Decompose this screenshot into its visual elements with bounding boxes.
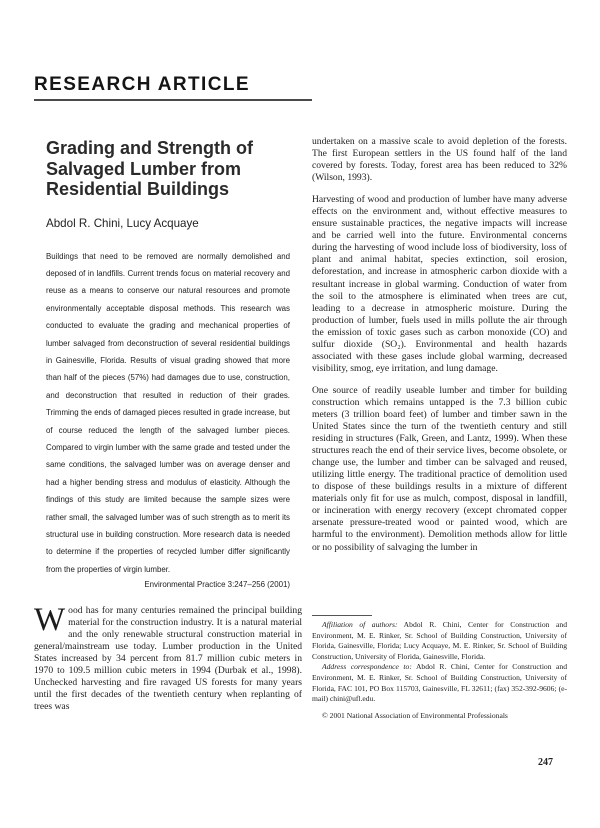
footnotes <box>312 620 567 721</box>
left-column <box>46 138 290 589</box>
affiliation-label: Affiliation of authors: <box>322 620 398 629</box>
intro-text: ood has for many centuries remained the principal building material for the construction industry. It is a natural material and the only renewable structural construction material in general/mainstream use today. Lumber production in the United States increased by 34 percent from 81.7 million cubic meters in 1970 to 109.5 million cubic meters in 1994 (Durbak et al., 1998). Unchecked harvesting and fire ravaged US forests for many years until the first decades of the twentieth century when replanting of trees was <box>34 605 302 713</box>
correspondence-label: Address correspondence to: <box>322 662 412 672</box>
footnote-rule <box>312 615 372 616</box>
drop-cap: W <box>34 602 66 638</box>
intro-paragraph <box>34 602 302 713</box>
affiliation-note <box>312 620 567 662</box>
affiliation-text: Abdol R. Chini, Center for Construction and Environment, M. E. Rinker, Sr. School of Building Construction, University of Florida, Gainesville, Florida; Lucy Acquaye, M. E. Rinker, Sr. School of Building Construction, University of Florida, Gainesville, Florida. <box>312 620 567 661</box>
journal-citation: Environmental Practice 3:247–256 (2001) <box>144 580 290 590</box>
header-rule <box>34 99 312 101</box>
right-column <box>312 136 567 564</box>
correspondence-text: Abdol R. Chini, Center for Construction and Environment, M. E. Rinker, Sr. School of Building Construction, University of Florida, FAC 101, PO Box 115703, Gainesville, FL 32611; (fax) 352-392-9606; (e-mail) chini@ufl.edu. <box>312 662 568 704</box>
correspondence-note <box>312 662 567 704</box>
article-title: Grading and Strength of Salvaged Lumber from Residential Buildings <box>46 138 253 199</box>
article-authors: Abdol R. Chini, Lucy Acquaye <box>46 216 199 230</box>
page-number: 247 <box>538 757 553 768</box>
section-label: RESEARCH ARTICLE <box>34 74 250 95</box>
body-paragraph: One source of readily useable lumber and timber for building construction which remains untapped is the 7.3 billion cubic meters (3 trillion board feet) of lumber and timber sawn in the United States since the turn of the twentieth century and still residing in structures (Falk, Green, and Lantz, 1999). When these structures reach the end of their service lives, become obsolete, or change use, the lumber and timber can be salvaged and reused, utilizing little energy. The traditional practice of demolition used to dispose of these buildings results in a mixture of different materials only fit for use as mulch, compost, disposal in landfill, or incineration with energy recovery (except chromated copper arsenate pressure-treated wood or painted wood, which are harmful to the environment). Demolition methods allow for little or no possibility of salvaging the lumber in <box>312 384 567 553</box>
body-paragraph: undertaken on a massive scale to avoid depletion of the forests. The first European settlers in the US found half of the land covered by forests. Today, forest area has been reduced to 32% (Wilson, 1993). <box>312 136 567 184</box>
abstract: Buildings that need to be removed are normally demolished and deposed of in landfills. Current trends focus on material recovery and reuse as a means to conserve our natural resources and promote environmentally acceptable disposal methods. This research was conducted to evaluate the grading and mechanical properties of lumber salvaged from deconstruction of several residential buildings in Gainesville, Florida. Results of visual grading showed that more than half of the pieces (57%) had damages due to use, construction, and deconstruction that resulted in reduction of their grades. Trimming the ends of damaged pieces resulted in grade increase, but of course reduced the length of the salvaged lumber pieces. Compared to virgin lumber with the same grade and tested under the same conditions, the salvaged lumber was on average denser and had a higher bending stress and modulus of elasticity. Although the findings of this study are limited because the sample sizes were rather small, the salvaged lumber was of such strength as to merit its structural use in building construction. More research data is needed to determine if the properties of recycled lumber differ significantly from the properties of virgin lumber. <box>46 251 290 574</box>
body-paragraph: Harvesting of wood and production of lumber have many adverse effects on the environment and, without effective measures to ensure sustainable practices, the negative impacts will increase and be carried well into the future. Environmental concerns during the harvesting of wood include loss of biodiversity, loss of plant and animal habitat, species extinction, soil erosion, deforestation, and increase in atmospheric carbon dioxide with a resultant increase in global warming. Conduction of water from the soil to the atmosphere is eliminated when trees are cut, leading to a decrease in atmospheric moisture. During the production of lumber, fuels used in mills pollute the air through the emission of toxic gases such as carbon monoxide (CO) and sulfur dioxide (SO₂). Environmental and health hazards associated with these gases include global warming, decreased visibility, smog, eye irritation, and lung damage. <box>312 194 567 374</box>
copyright-notice: © 2001 National Association of Environmental Professionals <box>322 710 508 720</box>
